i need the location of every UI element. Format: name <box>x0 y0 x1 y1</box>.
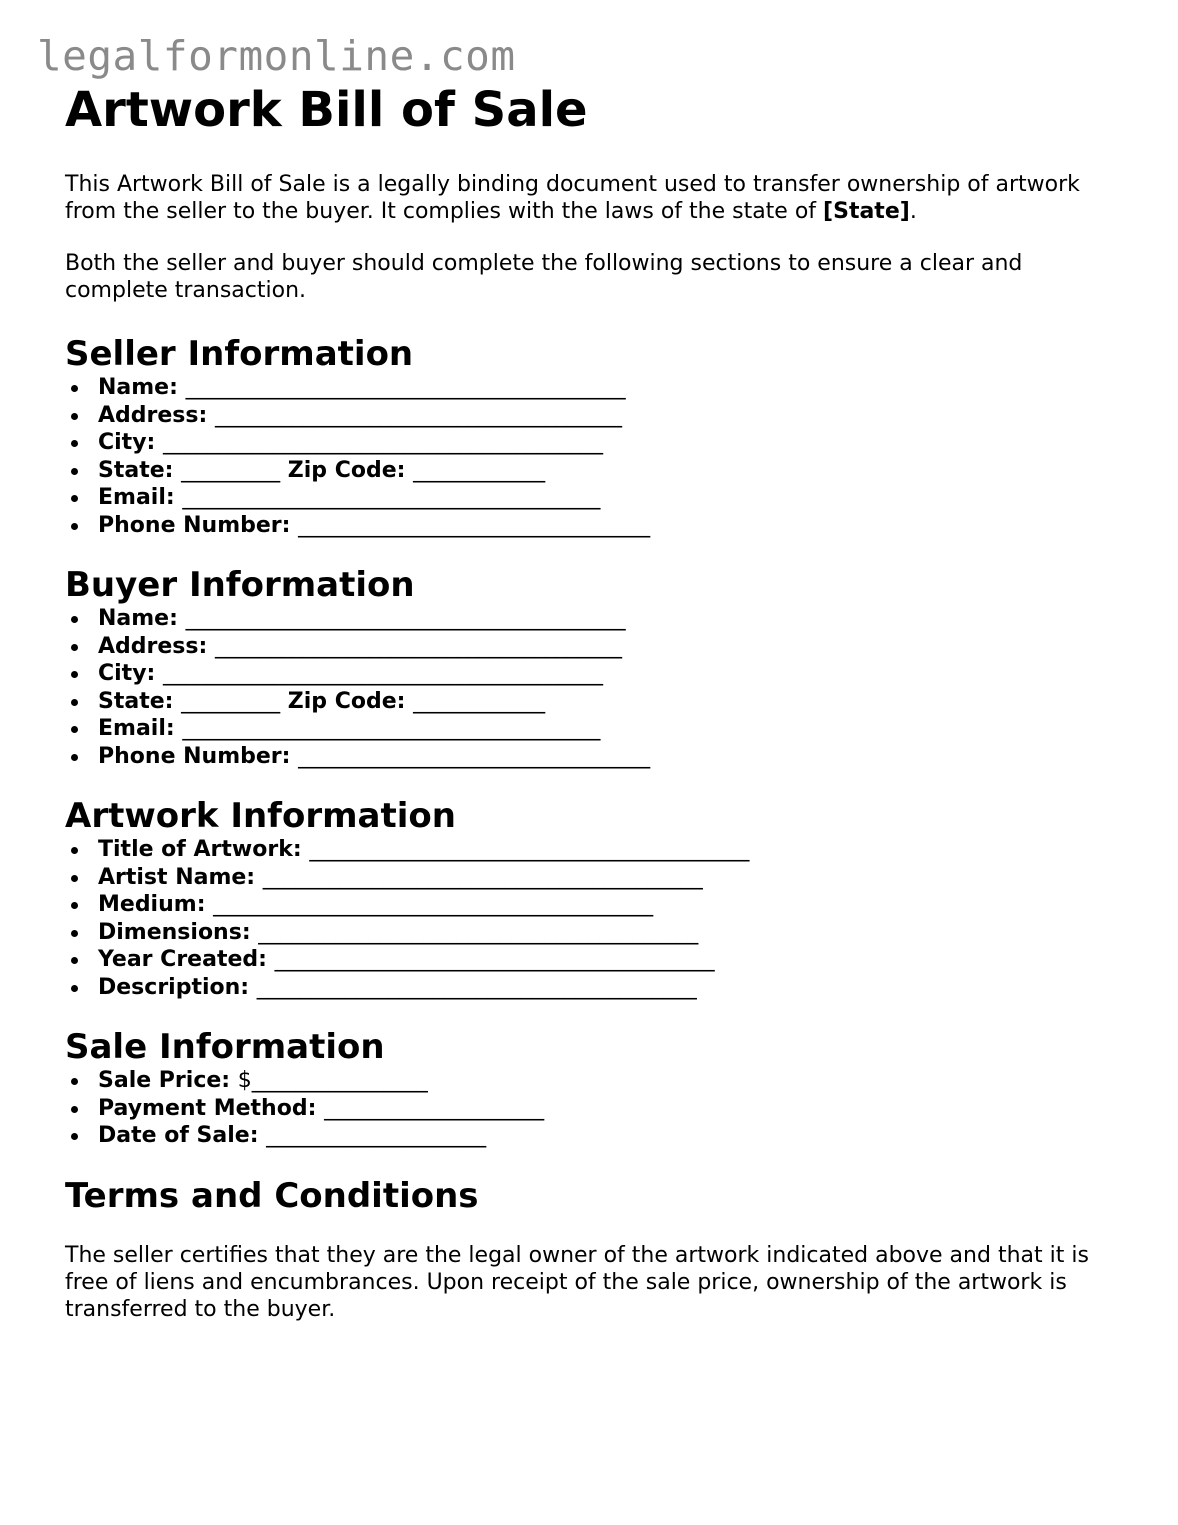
field-label: Payment Method: <box>98 1095 317 1121</box>
field-blank[interactable]: _________ <box>181 688 281 714</box>
field-label: Phone Number: <box>98 512 291 538</box>
sale-heading: Sale Information <box>65 1027 385 1067</box>
buyer-name-field[interactable] <box>98 605 1125 633</box>
artwork-dimensions-field[interactable] <box>98 919 1125 947</box>
buyer-email-field[interactable] <box>98 715 1125 743</box>
field-label: Name: <box>98 375 178 400</box>
field-label: Zip Code: <box>287 457 406 483</box>
field-blank[interactable]: ________________________________________ <box>185 606 626 631</box>
buyer-city-field[interactable] <box>98 660 1125 688</box>
seller-email-field[interactable] <box>98 484 1125 512</box>
terms-heading: Terms and Conditions <box>65 1175 479 1216</box>
buyer-fields <box>65 605 1125 770</box>
artwork-heading: Artwork Information <box>65 796 456 836</box>
field-label: Year Created: <box>98 947 267 972</box>
buyer-phone-field[interactable] <box>98 743 1125 771</box>
intro-paragraph-1 <box>65 171 1125 225</box>
field-blank[interactable]: ________________________________________ <box>309 837 750 862</box>
field-label: Dimensions: <box>98 919 251 945</box>
seller-city-field[interactable] <box>98 429 1125 457</box>
field-label: Phone Number: <box>98 743 291 769</box>
document-body <box>65 84 1125 1323</box>
field-label: State: <box>98 688 174 714</box>
field-blank[interactable]: ________________________________________ <box>213 892 654 917</box>
field-label: Address: <box>98 633 208 659</box>
field-blank[interactable]: _________ <box>181 457 281 483</box>
field-blank[interactable]: ____________ <box>413 688 546 714</box>
watermark-logo: legalformonline.com <box>37 32 516 80</box>
field-blank[interactable]: ____________________ <box>324 1095 545 1121</box>
field-label: Name: <box>98 606 178 631</box>
field-blank[interactable]: ________________________________________ <box>163 430 604 455</box>
buyer-heading: Buyer Information <box>65 565 415 605</box>
field-blank[interactable]: ________________________________________ <box>262 864 703 890</box>
field-label: Email: <box>98 485 175 510</box>
field-blank[interactable]: ______________________________________ <box>182 716 601 741</box>
seller-heading: Seller Information <box>65 334 414 374</box>
artwork-artist-field[interactable] <box>98 864 1125 892</box>
field-label: Sale Price: <box>98 1068 231 1093</box>
field-blank[interactable]: ________________________________ <box>298 743 651 769</box>
artwork-fields <box>65 836 1125 1001</box>
field-blank[interactable]: _____________________________________ <box>214 633 622 659</box>
field-label: Title of Artwork: <box>98 837 302 862</box>
field-blank[interactable]: ________________________________________ <box>185 375 626 400</box>
field-blank[interactable]: ____________________ <box>266 1123 487 1148</box>
intro-period: . <box>909 199 917 224</box>
artwork-description-field[interactable] <box>98 974 1125 1002</box>
field-blank[interactable]: ________________________________________ <box>258 919 699 945</box>
field-label: Email: <box>98 716 175 741</box>
sale-date-field[interactable] <box>98 1122 1125 1150</box>
field-label: Zip Code: <box>287 688 406 714</box>
seller-address-field[interactable] <box>98 402 1125 430</box>
field-blank[interactable]: ________________________________________ <box>256 974 697 1000</box>
sale-fields <box>65 1067 1125 1150</box>
buyer-state-zip-field[interactable] <box>98 688 1125 716</box>
seller-name-field[interactable] <box>98 374 1125 402</box>
field-blank[interactable]: $________________ <box>237 1068 428 1093</box>
field-blank[interactable]: _____________________________________ <box>214 402 622 428</box>
seller-phone-field[interactable] <box>98 512 1125 540</box>
intro-paragraph-2: Both the seller and buyer should complete the following sections to ensure a clear and complete transaction. <box>65 251 1023 303</box>
terms-paragraph: The seller certifies that they are the legal owner of the artwork indicated above and that it is free of liens and encumbrances. Upon receipt of the sale price, ownership of the artwork is transferred to the buyer. <box>65 1242 1089 1322</box>
document-title: Artwork Bill of Sale <box>65 82 588 138</box>
field-label: Date of Sale: <box>98 1123 259 1148</box>
field-label: Artist Name: <box>98 864 256 890</box>
field-label: Address: <box>98 402 208 428</box>
field-blank[interactable]: ________________________________________ <box>274 947 715 972</box>
field-label: Description: <box>98 974 250 1000</box>
field-blank[interactable]: ____________ <box>413 457 546 483</box>
intro-text: This Artwork Bill of Sale is a legally binding document used to transfer ownership of artwork from the seller to the buyer. It complies with the laws of the state of <box>65 172 1080 224</box>
artwork-title-field[interactable] <box>98 836 1125 864</box>
field-label: City: <box>98 430 156 455</box>
buyer-address-field[interactable] <box>98 633 1125 661</box>
sale-price-field[interactable] <box>98 1067 1125 1095</box>
field-blank[interactable]: ________________________________________ <box>163 661 604 686</box>
artwork-year-field[interactable] <box>98 946 1125 974</box>
artwork-medium-field[interactable] <box>98 891 1125 919</box>
state-placeholder: [State] <box>823 199 910 224</box>
field-label: Medium: <box>98 892 206 917</box>
seller-fields <box>65 374 1125 539</box>
seller-state-zip-field[interactable] <box>98 457 1125 485</box>
payment-method-field[interactable] <box>98 1095 1125 1123</box>
field-blank[interactable]: ________________________________ <box>298 512 651 538</box>
field-blank[interactable]: ______________________________________ <box>182 485 601 510</box>
field-label: State: <box>98 457 174 483</box>
field-label: City: <box>98 661 156 686</box>
